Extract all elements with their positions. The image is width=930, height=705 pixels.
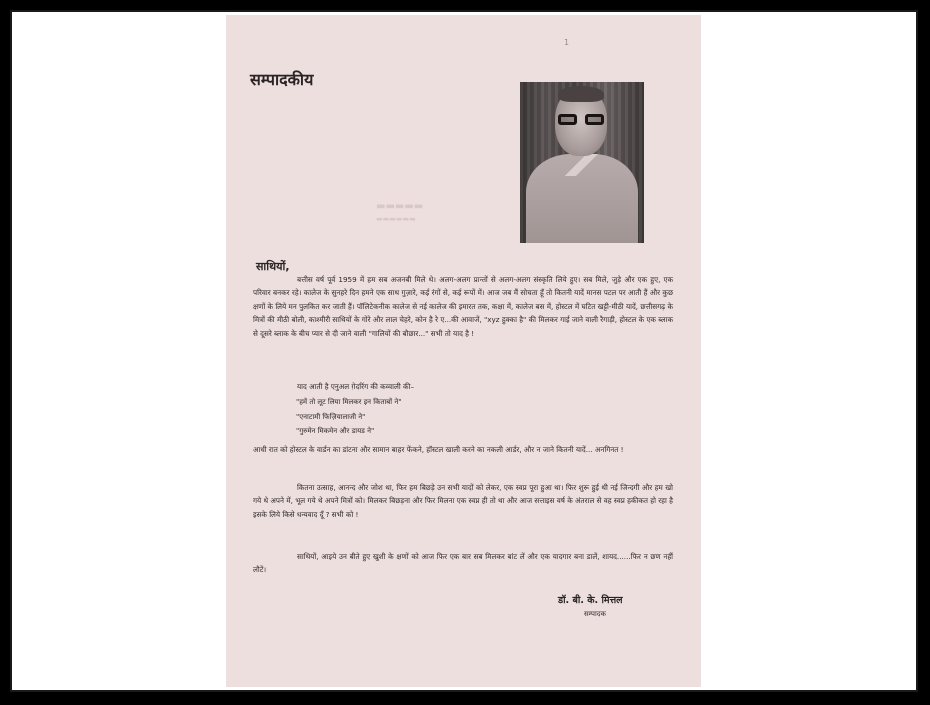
paragraph-warden: आधी रात को होस्टल के वार्डन का डांटना और सामान बाहर फेंकने, हॉस्टल खाली करने का नकली आर्डर, और न जाने कितनी यादें... अनगिनत ! [253,445,624,454]
editor-photo [520,82,644,243]
page-mark: 1 [564,38,570,47]
document-page [226,15,701,687]
photo-glasses [558,114,604,126]
quote-line: "गुरुमेन मिकमेन और डायड ने" [296,427,375,435]
qawwali-quotes [296,395,401,439]
editorial-heading: सम्पादकीय [250,70,314,89]
show-through-text: ▬▬▬▬▬ [376,201,424,212]
paragraph-memories: बत्तीस वर्ष पूर्व 1959 में हम सब अजनबी मिले थे। अलग-अलग प्रान्तों से अलग-अलग संस्कृति लिये हुए। सब मिले, जुड़े और एक हुए, एक परिवार बनकर रहे। कालेज के सुनहरे दिन हमने एक साथ गुज़ारे, कई रंगों से, कई रूपों में। आज जब मैं सोचता हूँ तो कितनी यादें मानस पटल पर आती हैं और कुछ क्षणों के लिये मन पुलकित कर जाती हैं। पॉलिटेकनीक कालेज से नई कालेज की इमारत तक, कक्षा में, कालेज बस में, होस्टल में घटित खट्टी-मीठी यादें, छत्तीसगढ़ के मित्रों की मीठी बोली, काश्मीरी साथियों के गोरे और लाल चेहरे, कोन है रे ए...की आवाजें, "xyz हुक्का है" की मिलकर गाई जाने वाली रैगाड़ी, होस्टल के एक ब्लाक से दूसरे ब्लाक के बीच प्यार से दी जाने वाली "गालियों की बौछार..." सभी तो याद है ! [253,275,673,338]
photo-collar [564,154,598,176]
quote-line: "हमें तो लूट लिया मिलकर इन किताबों ने" [296,398,402,406]
show-through-text: ▬▬▬▬▬▬ [376,215,416,223]
editor-signature: डॉ. बी. के. मित्तल [558,595,623,606]
paragraph-enthusiasm: कितना उत्साह, आनन्द और जोश था, फिर हम बिछड़े उन सभी यादों को लेकर, एक स्वप्न पूरा हुआ था। फिर शुरू हुई थी नई जिन्दगी और हम खो गये थे अपने में, भूल गये थे अपने मित्रों को। मिलकर बिछड़ना और फिर मिलना एक स्वप्न ही तो था और आज सत्ताइस वर्ष के अंतराल से वह स्वप्न हकीकत हो रहा है इसके लिये किसे धन्यवाद दूँ ? सभी को ! [253,483,673,519]
photo-hair [558,86,604,102]
paragraph-closing: साथियों, आइये उन बीते हुए खुशी के क्षणों को आज फिर एक बार सब मिलकर बांट लें और एक यादगार बना डालें, शायद......फिर न छण नहीं लौटें। [253,552,673,575]
editor-role: सम्पादक [584,610,606,618]
paragraph-qawwali-intro: याद आती है एनुअल ग़ेदरिंग की कव्वाली की– [297,382,415,391]
greeting: साथियों, [256,260,290,273]
quote-line: "एनाटामी फिज़ियालाजी ने" [296,412,366,421]
